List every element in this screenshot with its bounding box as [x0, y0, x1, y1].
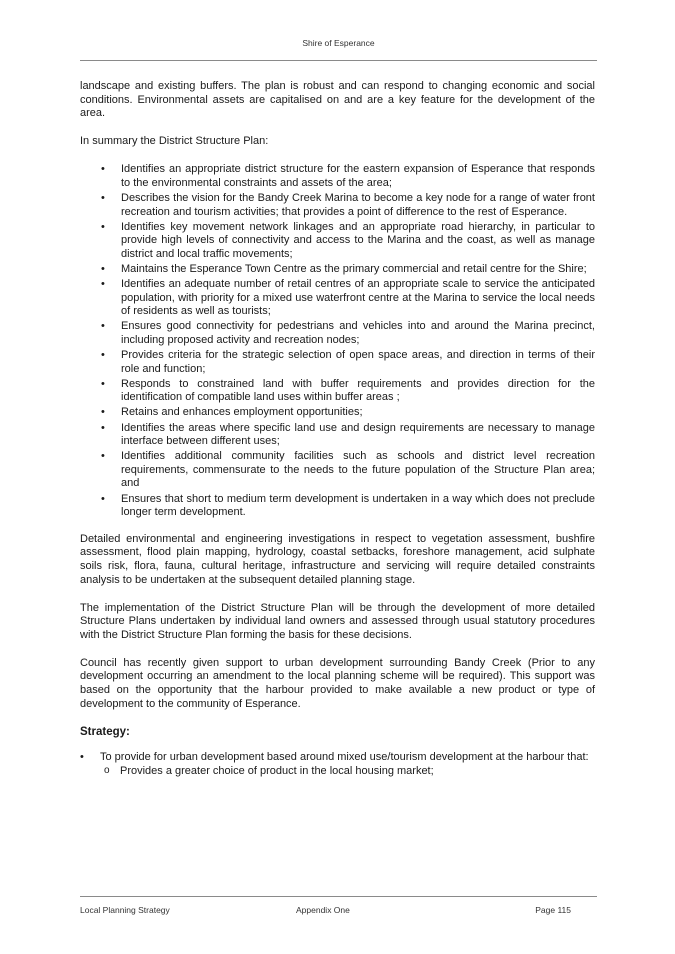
intro-paragraph: landscape and existing buffers. The plan is robust and can respond to changing economic and social conditions. Environmental assets are capitalised on and are a key feature for the development of the area. — [80, 80, 595, 120]
list-item: • Identifies the areas where specific land use and design requirements are necessary to manage interface between different uses; — [100, 422, 595, 449]
council-support-paragraph: Council has recently given support to urban development surrounding Bandy Creek (Prior to any development occurring an amendment to the local planning scheme will be required). This support was based on the opportunity that the harbour provided to make available a new product or type of development to the community of Esperance. — [80, 656, 595, 710]
footer-left: Local Planning Strategy — [80, 905, 170, 915]
list-item: • Ensures that short to medium term development is undertaken in a way which does not preclude longer term development. — [100, 493, 595, 520]
list-item: • Retains and enhances employment opportunities; — [100, 406, 595, 420]
strategy-item-text: To provide for urban development based around mixed use/tourism development at the harbour that: — [100, 751, 589, 764]
page-number: Page 115 — [535, 905, 571, 915]
document-body — [80, 80, 595, 779]
summary-list — [80, 163, 595, 519]
strategy-list — [80, 751, 595, 778]
list-item: • Maintains the Esperance Town Centre as the primary commercial and retail centre for the Shire; — [100, 263, 595, 277]
list-item: • Identifies key movement network linkages and an appropriate road hierarchy, in particular to provide high levels of connectivity and access to the Marina and the coast, as well as manage district and local traffic movements; — [100, 221, 595, 262]
implementation-paragraph: The implementation of the District Structure Plan will be through the development of more detailed Structure Plans undertaken by individual land owners and assessed through usual statutory procedures with the District Structure Plan forming the basis for these decisions. — [80, 601, 595, 641]
footer-center: Appendix One — [296, 905, 350, 915]
page-header — [80, 38, 597, 61]
list-item: • Provides criteria for the strategic selection of open space areas, and direction in terms of their role and function; — [100, 349, 595, 376]
page-footer — [80, 896, 597, 919]
investigations-paragraph: Detailed environmental and engineering investigations in respect to vegetation assessment, bushfire assessment, flood plain mapping, hydrology, coastal setbacks, foreshore management, acid sulphate soils risk, flora, fauna, cultural heritage, infrastructure and servicing will require detailed constraints analysis to be undertaken at the subsequent detailed planning stage. — [80, 532, 595, 586]
header-title: Shire of Esperance — [302, 38, 375, 48]
list-item: • Describes the vision for the Bandy Creek Marina to become a key node for a range of water front recreation and tourism activities; that provides a point of difference to the rest of Esperance. — [100, 192, 595, 219]
list-item: • Identifies an appropriate district structure for the eastern expansion of Esperance that responds to the environmental constraints and assets of the area; — [100, 163, 595, 190]
summary-lead: In summary the District Structure Plan: — [80, 135, 269, 148]
strategy-heading: Strategy: — [80, 725, 130, 738]
list-item: • Responds to constrained land with buffer requirements and provides direction for the identification of compatible land uses within buffer areas ; — [100, 378, 595, 405]
list-item: • Identifies an adequate number of retail centres of an appropriate scale to service the anticipated population, with priority for a mixed use waterfront centre at the Marina to service the local needs of residents as well as tourists; — [100, 278, 595, 319]
strategy-sublist — [100, 765, 595, 779]
list-item: • Ensures good connectivity for pedestrians and vehicles into and around the Marina precinct, including proposed activity and recreation nodes; — [100, 320, 595, 347]
list-item: • Identifies additional community facilities such as schools and district level recreation requirements, commensurate to the needs to the future population of the Structure Plan area; and — [100, 450, 595, 491]
strategy-subitem: o Provides a greater choice of product in the local housing market; — [100, 765, 595, 779]
strategy-item — [80, 751, 595, 778]
